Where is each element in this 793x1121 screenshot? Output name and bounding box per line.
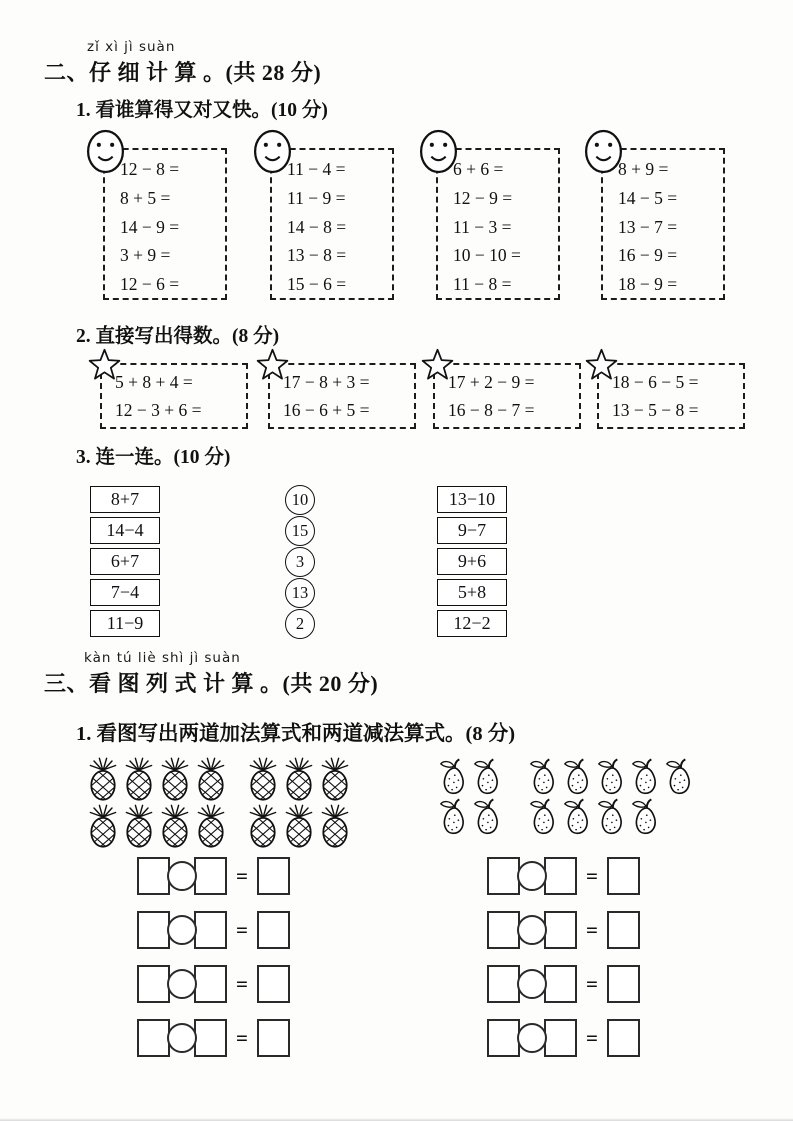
match-left-column (90, 486, 160, 641)
pear-icon (594, 758, 628, 796)
equals-sign: = (586, 971, 598, 996)
math-problem: 8 + 9 = (618, 159, 669, 179)
pear-icon (526, 798, 560, 836)
operand-box[interactable] (137, 1019, 170, 1057)
section-three-title: 三、看 图 列 式 计 算 。(共 20 分) (44, 671, 379, 696)
pear-icon (560, 798, 594, 836)
equals-sign: = (586, 917, 598, 942)
pineapple-icon (121, 756, 157, 802)
equation-row (137, 911, 290, 949)
pear-picture (436, 758, 696, 838)
pineapple-icon (193, 803, 229, 849)
section-two-pinyin: zǐ xì jì suàn (87, 39, 176, 55)
math-problem: 14 − 5 = (618, 187, 678, 208)
operator-circle[interactable] (517, 915, 547, 945)
math-problem: 18 − 6 − 5 = (612, 372, 699, 392)
pear-icon (470, 758, 504, 796)
equation-row (137, 857, 290, 895)
match-expression-box[interactable]: 14−4 (90, 517, 160, 544)
match-circle-column (285, 485, 315, 640)
q1-prompt: 1. 看谁算得又对又快。(10 分) (76, 100, 328, 121)
pineapple-icon (157, 756, 193, 802)
pineapple-icon (245, 803, 281, 849)
pineapple-icon (281, 756, 317, 802)
equals-sign: = (586, 863, 598, 888)
star-icon (420, 348, 455, 383)
answer-box[interactable] (257, 911, 290, 949)
operator-circle[interactable] (517, 861, 547, 891)
pineapple-icon (317, 803, 353, 849)
pear-icon (470, 798, 504, 836)
math-problem: 11 − 4 = (287, 159, 346, 179)
match-right-column (437, 486, 507, 641)
match-number-circle[interactable]: 3 (285, 547, 315, 577)
answer-box[interactable] (607, 911, 640, 949)
math-problem: 14 − 8 = (287, 216, 347, 237)
operand-box[interactable] (544, 965, 577, 1003)
operand-box[interactable] (194, 857, 227, 895)
operator-circle[interactable] (517, 1023, 547, 1053)
pear-icon (436, 798, 470, 836)
operand-box[interactable] (487, 911, 520, 949)
math-problem: 15 − 6 = (287, 274, 347, 295)
operand-box[interactable] (487, 965, 520, 1003)
pineapple-group-left (85, 756, 229, 850)
answer-box[interactable] (607, 965, 640, 1003)
calc-box-2 (270, 148, 394, 300)
operator-circle[interactable] (167, 861, 197, 891)
math-problem: 12 − 9 = (453, 187, 513, 208)
math-problem: 13 − 7 = (618, 216, 678, 237)
equals-sign: = (236, 917, 248, 942)
star-box-3 (433, 363, 581, 429)
equals-sign: = (236, 863, 248, 888)
pear-icon (560, 758, 594, 796)
match-expression-box[interactable]: 13−10 (437, 486, 507, 513)
operand-box[interactable] (194, 965, 227, 1003)
star-icon (255, 348, 290, 383)
operator-circle[interactable] (167, 969, 197, 999)
math-problem: 12 − 3 + 6 = (115, 400, 202, 420)
equals-sign: = (236, 971, 248, 996)
answer-box[interactable] (257, 965, 290, 1003)
math-problem: 12 − 6 = (120, 274, 180, 295)
pineapple-picture (85, 756, 353, 850)
calc-box-3 (436, 148, 560, 300)
answer-box[interactable] (607, 1019, 640, 1057)
operator-circle[interactable] (517, 969, 547, 999)
pear-icon (594, 798, 628, 836)
pineapple-icon (85, 803, 121, 849)
star-icon (87, 348, 122, 383)
answer-box[interactable] (607, 857, 640, 895)
star-icon (584, 348, 619, 383)
match-number-circle[interactable]: 2 (285, 609, 315, 639)
pineapple-icon (121, 803, 157, 849)
operand-box[interactable] (544, 1019, 577, 1057)
math-problem: 11 − 3 = (453, 216, 512, 237)
answer-box[interactable] (257, 1019, 290, 1057)
math-problem: 11 − 9 = (287, 187, 346, 208)
match-expression-box[interactable]: 9−7 (437, 517, 507, 544)
match-number-circle[interactable]: 13 (285, 578, 315, 608)
smiley-face-icon (252, 129, 293, 174)
operator-circle[interactable] (167, 915, 197, 945)
operand-box[interactable] (137, 965, 170, 1003)
star-box-2 (268, 363, 416, 429)
pear-icon (628, 798, 662, 836)
section-three-q1-prompt: 1. 看图写出两道加法算式和两道减法算式。(8 分) (76, 723, 516, 745)
calc-box-1 (103, 148, 227, 300)
match-expression-box[interactable]: 11−9 (90, 610, 160, 637)
math-problem: 16 − 6 + 5 = (283, 400, 370, 420)
smiley-face-icon (418, 129, 459, 174)
operand-box[interactable] (137, 911, 170, 949)
math-problem: 17 + 2 − 9 = (448, 372, 535, 392)
operand-box[interactable] (544, 911, 577, 949)
math-problem: 8 + 5 = (120, 187, 171, 208)
math-problem: 3 + 9 = (120, 245, 171, 266)
answer-box[interactable] (257, 857, 290, 895)
equation-row (487, 965, 640, 1003)
star-box-4 (597, 363, 745, 429)
pear-icon (526, 758, 560, 796)
calc-box-4 (601, 148, 725, 300)
equation-row (137, 1019, 290, 1057)
section-two-title: 二、仔 细 计 算 。(共 28 分) (44, 60, 322, 85)
equation-row (487, 857, 640, 895)
pineapple-icon (85, 756, 121, 802)
equation-row (487, 1019, 640, 1057)
match-expression-box[interactable]: 12−2 (437, 610, 507, 637)
section-three-pinyin: kàn tú liè shì jì suàn (84, 650, 241, 666)
smiley-face-icon (85, 129, 126, 174)
match-expression-box[interactable]: 7−4 (90, 579, 160, 606)
pear-icon (628, 758, 662, 796)
math-problem: 17 − 8 + 3 = (283, 372, 370, 392)
pineapple-icon (193, 756, 229, 802)
operand-box[interactable] (137, 857, 170, 895)
equals-sign: = (236, 1025, 248, 1050)
pear-equations (487, 857, 640, 1057)
equation-row (487, 911, 640, 949)
operand-box[interactable] (487, 1019, 520, 1057)
pear-group-left (436, 758, 504, 838)
math-problem: 14 − 9 = (120, 216, 180, 237)
pear-icon (662, 758, 696, 796)
math-problem: 16 − 9 = (618, 245, 678, 266)
pear-icon (436, 758, 470, 796)
math-problem: 11 − 8 = (453, 274, 512, 295)
operand-box[interactable] (194, 911, 227, 949)
operand-box[interactable] (487, 857, 520, 895)
pineapple-group-right (245, 756, 353, 850)
math-problem: 16 − 8 − 7 = (448, 400, 535, 420)
match-number-circle[interactable]: 15 (285, 516, 315, 546)
pineapple-icon (281, 803, 317, 849)
pineapple-icon (245, 756, 281, 802)
equals-sign: = (586, 1025, 598, 1050)
math-problem: 12 − 8 = (120, 159, 180, 179)
math-problem: 18 − 9 = (618, 274, 678, 295)
operator-circle[interactable] (167, 1023, 197, 1053)
math-problem: 13 − 8 = (287, 245, 347, 266)
math-problem: 13 − 5 − 8 = (612, 400, 699, 420)
star-box-1 (100, 363, 248, 429)
match-number-circle[interactable]: 10 (285, 485, 315, 515)
pear-group-right (526, 758, 696, 838)
match-expression-box[interactable]: 9+6 (437, 548, 507, 575)
q2-prompt: 2. 直接写出得数。(8 分) (76, 326, 280, 347)
match-expression-box[interactable]: 8+7 (90, 486, 160, 513)
q3-prompt: 3. 连一连。(10 分) (76, 447, 231, 468)
pineapple-equations (137, 857, 290, 1057)
operand-box[interactable] (544, 857, 577, 895)
pineapple-icon (157, 803, 193, 849)
match-expression-box[interactable]: 6+7 (90, 548, 160, 575)
math-problem: 6 + 6 = (453, 159, 504, 179)
equation-row (137, 965, 290, 1003)
math-problem: 10 − 10 = (453, 245, 521, 266)
smiley-face-icon (583, 129, 624, 174)
pineapple-icon (317, 756, 353, 802)
math-problem: 5 + 8 + 4 = (115, 372, 193, 392)
operand-box[interactable] (194, 1019, 227, 1057)
match-expression-box[interactable]: 5+8 (437, 579, 507, 606)
